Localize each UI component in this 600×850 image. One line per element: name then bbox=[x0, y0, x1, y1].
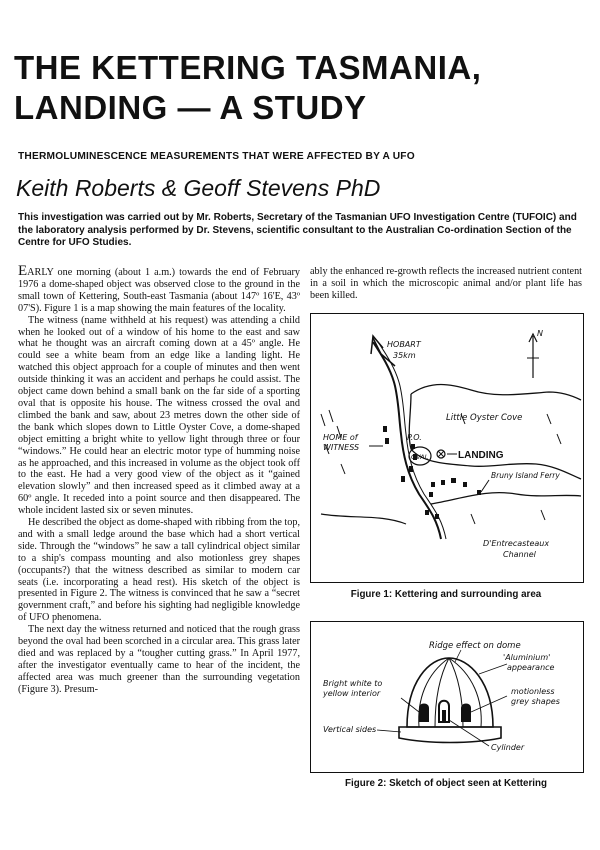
coastline-north bbox=[411, 385, 581, 401]
figure-2-sketch bbox=[310, 621, 584, 773]
drop-cap: E bbox=[18, 263, 28, 279]
body-paragraph-4: The next day the witness returned and noticed that the rough grass beyond the oval had been scorched in a circular area. This grass later died and was replaced by a “tougher cutting grass.” In April 1977, after the investigator eventually came to hear of the incident, the affected area was much greener than the surrounding vegetation (Figure 3). Presum- bbox=[18, 624, 300, 695]
window-3 bbox=[461, 704, 471, 723]
label-aluminium-1: 'Aluminium' bbox=[503, 653, 551, 662]
article-title bbox=[14, 48, 594, 128]
authors-byline: Keith Roberts & Geoff Stevens PhD bbox=[16, 175, 381, 201]
figure-1-caption: Figure 1: Kettering and surrounding area bbox=[350, 589, 542, 600]
label-vertical-sides: Vertical sides bbox=[323, 725, 377, 734]
coastline-south bbox=[431, 493, 581, 504]
title-line-2: LANDING — A STUDY bbox=[14, 89, 367, 126]
label-hobart: HOBART bbox=[387, 340, 421, 349]
title-line-1: THE KETTERING TASMANIA, bbox=[14, 49, 482, 86]
label-motionless-1: motionless bbox=[511, 687, 555, 696]
body-paragraph-2: The witness (name withheld at his request) was attending a child when he looked out of a window of his home to the east and saw what he thought was an aircraft coming down at a 45º angle. He could see a white beam from an edge like a landing light. He watched this object approach for a couple of minutes and then went outside thinking it was an accident and perhaps he could assist. The object came down behind a small bank on the far side of a sporting oval that is opposite his house. The witness crossed the oval and climbed the bank and saw, about 23 metres down the other side of the bank which slopes down to Little Oyster Cove, a dome-shaped object emitting a bright white to yellow light through three or four “windows.” He could hear an electric motor type of humming noise as he approached, and this increased in volume as the object took off to the east. He had a very good view of the object as it “gained elevation slowly” and then increased speed as it climbed away at a 60º angle. It receded into a point source and then disappeared. The whole incident lasted six or seven minutes. bbox=[18, 314, 300, 517]
label-cylinder: Cylinder bbox=[491, 743, 525, 752]
object-sketch bbox=[311, 622, 583, 772]
figure-2-caption: Figure 2: Sketch of object seen at Kettering bbox=[345, 778, 547, 789]
body-column-right bbox=[310, 266, 582, 302]
coastline-cove bbox=[409, 394, 581, 479]
houses bbox=[383, 426, 481, 519]
body-paragraph-5: ably the enhanced re-growth reflects the increased nutrient content in a soil in which the microscopic animal and/or plant life has been killed. bbox=[310, 266, 582, 301]
label-landing: LANDING bbox=[458, 450, 504, 461]
label-po: P.O. bbox=[407, 433, 422, 442]
figure-1-map bbox=[310, 313, 584, 583]
body-column-left bbox=[18, 263, 300, 696]
body-paragraph-1-text: ARLY one morning (about 1 a.m.) towards the end of February 1976 a dome-shaped object was observed close to the ground in the small town of Kettering, South-east Tasmania (about 147º 16'E, 43º 07'S). Figure 1 is a map showing the main features of the locality. bbox=[18, 267, 300, 314]
label-north: N bbox=[537, 329, 543, 338]
label-oval: OVAL bbox=[411, 453, 429, 461]
land-hatching bbox=[321, 410, 561, 524]
body-paragraph-1 bbox=[18, 263, 300, 315]
label-motionless-2: grey shapes bbox=[511, 697, 560, 706]
intro-paragraph: This investigation was carried out by Mr. Roberts, Secretary of the Tasmanian UFO Investigation Centre (TUFOIC) and the laboratory analysis performed by Dr. Stevens, scientific consultant to the Australian Co-ordination Section of the Centre for UFO Studies. bbox=[18, 212, 577, 248]
body-paragraph-3: He described the object as dome-shaped with ribbing from the top, and with a small ledge around the base which had a short vertical side. Through the “windows” he saw a tall cylindrical object similar to a ship's compass mounting and also motionless grey shapes (occupants?) that the witness described as similar to modern car seats (i.e. incorporating a head rest). His sketch of the object is presented in Figure 2. The witness is convinced that he saw a “secret government craft,” and before his sighting had negligible knowledge of UFO phenomena. bbox=[18, 517, 300, 624]
base-ledge bbox=[399, 727, 501, 743]
label-bright-2: yellow interior bbox=[323, 689, 381, 698]
label-home-of: HOME of bbox=[323, 433, 358, 442]
label-channel-1: D'Entrecasteaux bbox=[483, 539, 550, 548]
label-bright-1: Bright white to bbox=[323, 679, 383, 688]
label-witness: WITNESS bbox=[323, 443, 360, 452]
label-distance: 35km bbox=[393, 351, 416, 360]
label-ferry: Bruny Island Ferry bbox=[491, 471, 560, 480]
label-little-oyster-cove: Little Oyster Cove bbox=[446, 413, 523, 423]
window-1 bbox=[419, 704, 429, 723]
article-subtitle: THERMOLUMINESCENCE MEASUREMENTS THAT WERE AFFECTED BY A UFO bbox=[18, 151, 415, 162]
label-ridge: Ridge effect on dome bbox=[429, 641, 521, 651]
label-channel-2: Channel bbox=[503, 550, 536, 559]
map-drawing bbox=[311, 314, 583, 582]
label-aluminium-2: appearance bbox=[507, 663, 555, 672]
